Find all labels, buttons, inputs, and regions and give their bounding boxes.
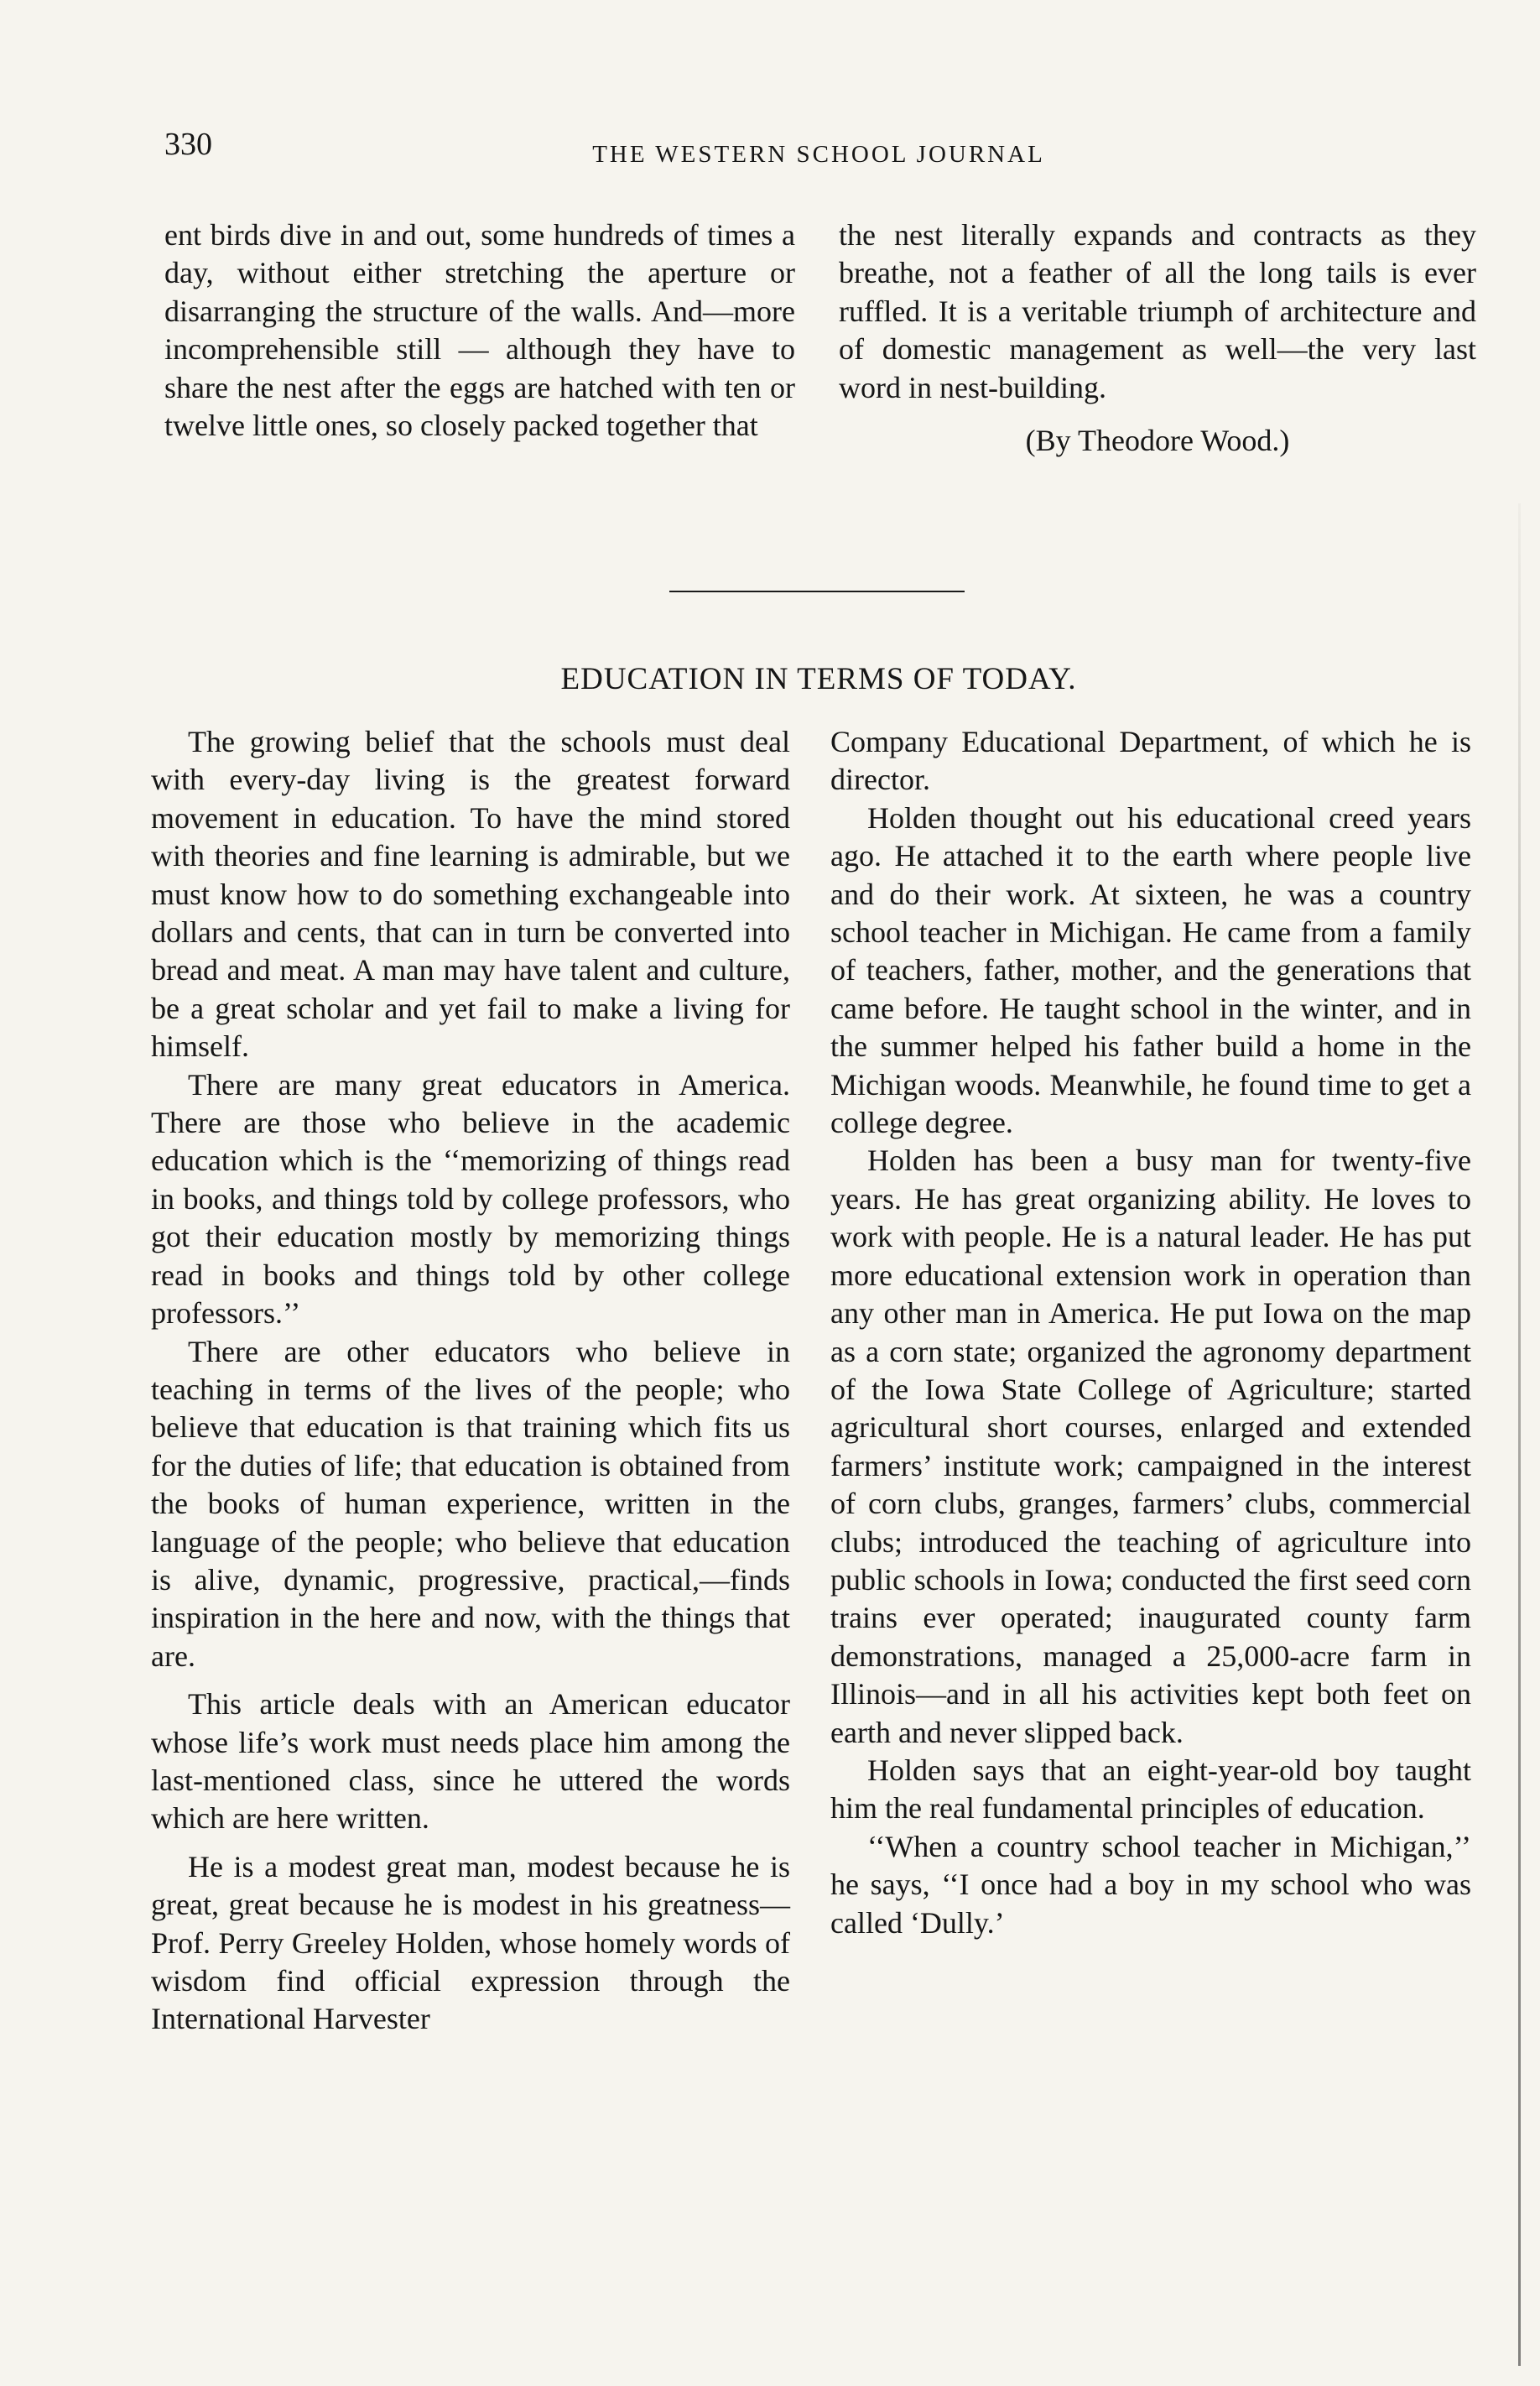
paragraph: There are many great educators in America. There are those who believe in the academic education which is the ‘‘memorizing of things read in books, and things told by college professors, who got their education mostly by memorizing things read in books and things told by other college professors.’’ [151, 1067, 790, 1331]
journal-title: THE WESTERN SCHOOL JOURNAL [592, 141, 1045, 168]
paragraph: This article deals with an American educator whose life’s work must needs place him among the last-mentioned class, since he uttered the words which are here written. [151, 1687, 790, 1836]
paragraph: There are other educators who believe in teaching in terms of the lives of the people; who believe that education is that training which fits us for the duties of life; that education is obtained from the books of human experience, written in the language of the people; who believe that education is alive, dynamic, progressive, practical,—finds inspiration in the here and now, with the things that are. [151, 1334, 790, 1673]
paragraph: The growing belief that the schools must deal with every-day living is the greatest forward movement in education. To have the mind stored with theories and fine learning is admirable, but we must know how to do something exchangeable into dollars and cents, that can in turn be converted into bread and meat. A man may have talent and culture, be a great scholar and yet fail to make a living for himself. [151, 725, 790, 1064]
paragraph: Holden has been a busy man for twenty-five years. He has great organizing ability. He loves to work with people. He is a natural leader. He has put more educational extension work in operation than any other man in America. He put Iowa on the map as a corn state; organized the agronomy department of the Iowa State College of Agriculture; started agricultural short courses, enlarged and extended farmers’ institute work; campaigned in the interest of corn clubs, granges, farmers’ clubs, commercial clubs; introduced the teaching of agriculture into public schools in Iowa; conducted the first seed corn trains ever operated; inaugurated county farm demonstrations, managed a 25,000-acre farm in Illinois—and in all his activities kept both feet on earth and never slipped back. [830, 1144, 1471, 1749]
section-divider [669, 591, 965, 592]
page-edge-shadow [1518, 503, 1521, 2366]
paragraph: Holden thought out his educational creed years ago. He attached it to the earth where people live and do their work. At sixteen, he was a country school teacher in Michigan. He came from a family of teachers, father, mother, and the generations that came before. He taught school in the winter, and in the summer helped his father build a home in the Michigan woods. Meanwhile, he found time to get a college degree. [830, 800, 1471, 1140]
article-left-column [151, 723, 790, 2039]
continued-text-left-column [164, 216, 795, 445]
attribution: (By Theodore Wood.) [1025, 424, 1290, 458]
running-head [164, 126, 1473, 176]
paragraph: Holden says that an eight-year-old boy taught him the real fundamental principles of education. [830, 1753, 1471, 1826]
paragraph: He is a modest great man, modest because he is great, great because he is modest in his greatness—Prof. Perry Greeley Holden, whose homely words of wisdom find official expression through the International Harvester [151, 1849, 790, 2036]
continued-text-right-column [839, 216, 1476, 460]
page-number: 330 [164, 127, 212, 162]
paragraph: Company Educational Department, of which he is director. [830, 725, 1471, 797]
paragraph: the nest literally expands and contracts as they breathe, not a feather of all the long tails is ever ruffled. It is a veritable triumph of architecture and of domestic management as well—the very last word in nest-building. [839, 218, 1476, 404]
article-right-column [830, 723, 1471, 1942]
paragraph: ent birds dive in and out, some hundreds of times a day, without either stretching the aperture or disarranging the structure of the walls. And—more incomprehensible still — although they have to share the nest after the eggs are hatched with ten or twelve little ones, so closely packed together that [164, 218, 795, 443]
paragraph: ‘‘When a country school teacher in Michigan,’’ he says, ‘‘I once had a boy in my school who was called ‘Dully.’ [830, 1829, 1471, 1940]
article-title: EDUCATION IN TERMS OF TODAY. [560, 662, 1077, 696]
